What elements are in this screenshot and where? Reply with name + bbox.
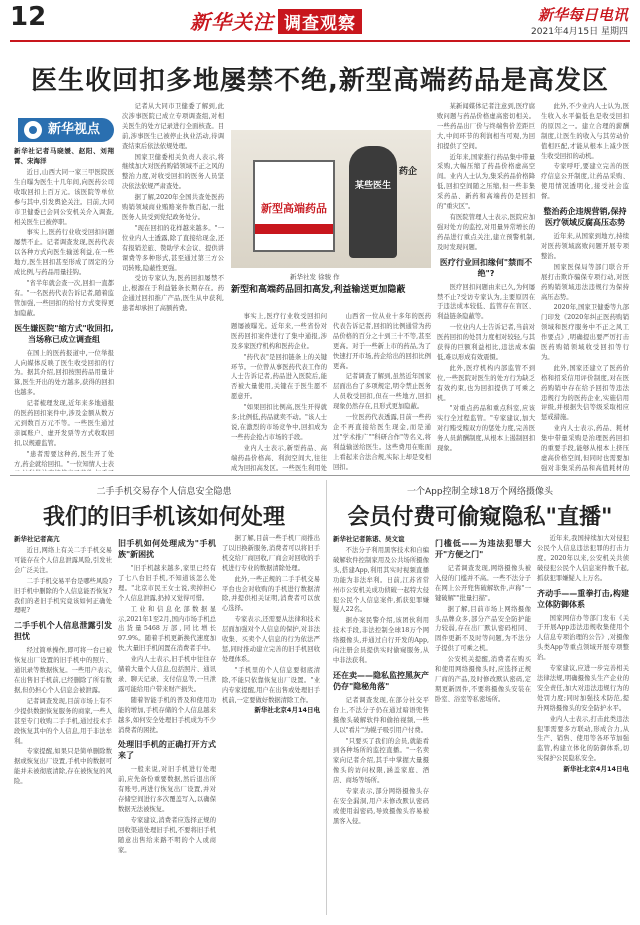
- paragraph: 近年来,国家推行药品集中带量采购,大幅压缩了药品价格虚高空间。业内人士认为,集采药品价格降低,回扣空间随之压缩,但一些非集采药品、新药和高端药仍是回扣的"重灾区"。: [437, 153, 535, 211]
- paragraph: 记者梳理发现,近年来多地通报的医药回扣案件中,涉及金额从数万元到数百万元不等。一些医生通过亲属账户、虚开发票等方式收取回扣,以规避监管。: [14, 400, 114, 447]
- figure-tag: 某些医生: [355, 181, 392, 191]
- brand-name: 新华关注: [190, 10, 274, 34]
- right-story-column-1: [333, 534, 429, 914]
- header-rule: [10, 40, 630, 42]
- paragraph: 一位业内人士告诉记者,当前对医药回扣的处罚力度相对较轻,与其获得的巨额利益相比,违法成本偏低,难以形成有效震慑。: [437, 324, 535, 361]
- paragraph: "患者需要这种药,医生开了处方,药企就给回扣。"一位知情人士表: [14, 450, 114, 468]
- paragraph: 事实上,医疗行业收受回扣问题屡被曝光。近年来,一些省份对医药回扣案件进行了集中通报,涉及多家医疗机构和医药企业。: [231, 313, 327, 350]
- paragraph: 记者调查了解到,虽然近年国家层面出台了多项规定,明令禁止医务人员收受回扣,但在一些地方,回扣现象仍然存在,且形式更加隐蔽。: [333, 373, 431, 411]
- paragraph: 工业和信息化部数据显示,2021年1至2月,国内市场手机总出货量5468万部,同比增长97.9%。随着手机更新换代速度加快,大量旧手机闲置在消费者手中。: [118, 605, 216, 653]
- paragraph: 据了解,目前市场上网络摄像头品牌众多,部分产品安全防护能力较弱,存在出厂默认密码相同、固件更新不及时等问题,为不法分子提供了可乘之机。: [435, 605, 531, 653]
- left-story-column-1: [14, 534, 112, 914]
- paragraph: 公安机关提醒,消费者在购买和使用网络摄像头时,应选择正规厂商的产品,及时修改默认密码,定期更新固件,不要将摄像头安装在卧室、浴室等私密场所。: [435, 656, 531, 703]
- illustration-caption: 新型和高端药品回扣高发,利益输送更加隐蔽: [231, 285, 406, 295]
- paragraph: 不法分子利用黑客技术和自编破解软件控制家用及公共场所摄像头,搭建App,利用其实时视频直播功能为非法牟利。日前,江苏省常州市公安机关成功侦破一起特大侵犯公民个人信息案件,抓获犯罪嫌疑人22名。: [333, 547, 429, 614]
- subheading: 医疗行业回扣缘何"禁而不绝"?: [439, 257, 533, 278]
- paragraph: "只要买了我们的会员,就能看到各种场所的监控直播。"一名卖家向记者介绍,其手中掌握大量摄像头的访问权限,涵盖家庭、酒店、商场等场所。: [333, 737, 429, 785]
- right-story-column-3: [537, 534, 629, 914]
- paragraph: 据了解,目前一些手机厂商推出了以旧换新服务,消费者可以将旧手机交给厂商回收,厂商会对回收的手机进行专业的数据清除处理。: [222, 535, 320, 572]
- xinhua-view-badge: [18, 118, 114, 142]
- subheading: 二手手机个人信息泄露引发担忧: [14, 621, 112, 642]
- lead-column-5: [541, 102, 629, 472]
- company-tag: 药企: [399, 167, 418, 177]
- subheading: 旧手机如何处理成为"手机族"新困扰: [118, 539, 216, 559]
- paragraph: 据办案民警介绍,该团伙利用技术手段,非法控制全球18万个网络摄像头,并通过自行开发的App,向注册会员提供实时偷窥服务,从中非法获利。: [333, 617, 429, 664]
- paragraph: 近日,山西大同一家三甲医院医生自曝为医生十几年间,向医药公司收取回扣上百万元。该医院等单位参与其中,引发舆论关注。目前,大同市卫健委已会同公安机关介入调查,相关医生已被停职。: [14, 169, 114, 226]
- lead-column-4: [437, 102, 535, 472]
- paragraph: 医疗回扣问题由来已久,为何屡禁不止?受访专家认为,主要原因在于违法成本较低、监管存在盲区、利益链条隐蔽等。: [437, 283, 535, 321]
- left-story-column-3: [222, 534, 320, 914]
- paragraph: 有医院管理人士表示,医院应加强对处方的监控,对用量异常增长的药品进行重点关注,建立预警机制,及时发现问题。: [437, 213, 535, 251]
- medicine-box-graphic: [253, 160, 335, 252]
- paragraph: "对重点药品和重点科室,应该实行全过程监管。"专家建议,加大对行贿受贿双方的惩处力度,完善医务人员薪酬制度,从根本上遏制回扣现象。: [437, 405, 535, 453]
- section-divider: [10, 475, 630, 476]
- paragraph: 近年来,我国持续加大对侵犯公民个人信息违法犯罪的打击力度。2020年以来,公安机关共侦破侵犯公民个人信息案件数千起,抓获犯罪嫌疑人上万名。: [537, 535, 629, 582]
- right-story-byline: 新华社记者陈诺、吴文谊: [333, 535, 405, 543]
- dateline-end: 新华社北京4月14日电: [563, 765, 629, 774]
- paragraph: 国家卫健委相关负责人表示,将继续加大对医药购销领域不正之风的整治力度,对收受回扣的医务人员坚决依法依规严肃查处。: [122, 153, 224, 191]
- left-story-headline: 我们的旧手机该如何处理: [42, 505, 285, 530]
- paragraph: 此外,国家还建立了医药价格和招采信用评价制度,对在医药购销中存在给予回扣等违法违规行为的医药企业,实施信用评级,并根据失信等级采取相应惩戒措施。: [541, 364, 629, 422]
- paragraph: 一般来说,对旧手机进行处理前,应先备份重要数据,然后退出所有账号,再进行恢复出厂设置,并对存储空间进行多次覆盖写入,以确保数据无法被恢复。: [118, 766, 216, 814]
- cartoon-illustration: [231, 130, 431, 268]
- subheading: 齐动手——重拳打击,构建立体防御体系: [537, 588, 629, 609]
- page-header: [0, 0, 640, 44]
- right-story-column-2: [435, 534, 531, 914]
- paragraph: "现在回扣的花样越来越多。"一位业内人士透露,除了直接给现金,还有报销差旅、赞助学术会议、提供讲课费等多种形式,甚至通过第三方公司转账,隐蔽性更强。: [122, 224, 224, 272]
- lead-column-3: [333, 312, 431, 472]
- paragraph: 二手手机交易平台是哪些风险?旧手机中删除的个人信息能否恢复?我们的老旧手机究竟该如何正确处理呢?: [14, 577, 112, 615]
- paragraph: 专家呼吁,要建立完善的医疗信息公开制度,让药品采购、使用情况透明化,接受社会监督。: [541, 163, 629, 201]
- paragraph: 事实上,医药行业收受回扣问题屡禁不止。记者调查发现,医药代表以各种方式向医生输送利益,在一些地方,医生回扣甚至形成了固定的分成比例,与药品用量挂钩。: [14, 229, 114, 277]
- paragraph: 一位医药代表透露,目前一些药企不再直接给医生现金,而是通过"学术推广""科研合作"等名义,将利益输送给医生。这些费用在账面上看起来合法合规,实际上却是变相回扣。: [333, 414, 431, 471]
- paragraph: 业内人士表示,打击此类违法犯罪需要多方联动,形成合力,从生产、销售、使用等各环节加强监管,构建立体化的防御体系,切实保护公民隐私安全。: [537, 715, 629, 763]
- paragraph: 业内人士表示,旧手机中往往存储着大量个人信息,包括照片、通讯录、聊天记录、支付信息等,一旦泄露可能给用户带来财产损失。: [118, 656, 216, 693]
- paragraph: "如果回扣比例高,医生开得就多;比例低,药品就卖不动。"该人士说,在激烈的市场竞争中,回扣成为一些药企抢占市场的手段。: [231, 404, 327, 441]
- paragraph: 受访专家认为,医药回扣屡禁不止,根源在于利益链条长期存在。药企通过回扣推广产品,医生从中获利,患者却承担了高额药费。: [122, 275, 224, 313]
- paragraph: "药代表"是回扣链条上的关键环节。一位曾从事医药代表工作的人士告诉记者,药品进入医院后,能否被大量使用,关键在于医生愿不愿意开。: [231, 353, 327, 401]
- paragraph: 国家网信办等部门发布《关于开展App违法违规收集使用个人信息专项治理的公告》,对摄像头类App等重点领域开展专项整治。: [537, 614, 629, 662]
- paragraph: "旧手机越来越多,家里已经有了七八台旧手机,不知道该怎么处理。"北京市民王女士说,卖掉担心个人信息泄露,扔掉又觉得可惜。: [118, 565, 216, 602]
- subheading: 门槛低——为违法犯罪大开"方便之门": [435, 539, 531, 559]
- badge-logo-icon: [24, 121, 42, 139]
- lead-column-1: [14, 146, 114, 471]
- paragraph: 业内人士表示,药品、耗材集中带量采购是治理医药回扣的重要手段,能够从根本上挤压虚高价格空间,但同时也需要加强对非集采药品和高值耗材的: [541, 425, 629, 472]
- subheading: 医生嫌医院"缩方式"收回扣,当场称已成立调查组: [14, 323, 114, 344]
- subheading: 处理旧手机的正确打开方式来了: [118, 740, 216, 761]
- lead-column-2: [122, 102, 224, 472]
- paragraph: 记者调查发现,目前市场上有不少提供数据恢复服务的商家,一些人甚至专门收购二手手机,通过技术手段恢复其中的个人信息,用于非法牟利。: [14, 697, 112, 745]
- left-story-kicker: 二手手机交易存个人信息安全隐患: [96, 487, 232, 497]
- subheading: 整治药企违规营销,保持医疗领域反腐高压态势: [543, 207, 627, 228]
- paragraph: 某新闻媒体记者注意到,医疗腐败问题与药品价格虚高密切相关。一些药品出厂价与终端售价差距巨大,中间环节的利润相当可观,为回扣提供了空间。: [437, 103, 535, 150]
- doctor-figure: [349, 146, 397, 258]
- medicine-box-stripe: [255, 224, 333, 234]
- section-name: 调查观察: [278, 9, 362, 34]
- paragraph: 此外,不少业内人士认为,医生收入水平偏低也是收受回扣的原因之一。建立合理的薪酬制度,让医生的收入与其劳动价值相匹配,才能从根本上减少医生收受回扣的动机。: [541, 103, 629, 160]
- paragraph: 据了解,2020年全国共查处医药购销领域商业贿赂案件数百起,一批医务人员受到党纪政务处分。: [122, 194, 224, 221]
- badge-label: 新华视点: [48, 122, 101, 137]
- paragraph: 近年来,从国家到地方,持续对医药领域腐败问题开展专项整治。: [541, 233, 629, 260]
- paragraph: 记者调查发现,网络摄像头被入侵的门槛并不高。一些不法分子在网上公开兜售破解软件,声称"一键破解""批量扫描"。: [435, 565, 531, 602]
- paragraph: 经过简单操作,即可将一台已被恢复出厂设置的旧手机中的照片、通讯录等数据恢复。一些用户表示,在出售旧手机前,已经删除了所有数据,但仍担心个人信息会被泄露。: [14, 647, 112, 694]
- column-rule: [326, 480, 327, 915]
- paragraph: 山西省一位从业十多年的医药代表告诉记者,回扣的比例通常为药品价格的百分之十到三十不等,甚至更高。对于一些新上市的药品,为了快速打开市场,药企给出的回扣比例更高。: [333, 313, 431, 370]
- masthead: 新华每日电讯: [537, 6, 628, 24]
- paragraph: 国家医保局等部门联合开展打击欺诈骗保专项行动,对医药购销领域违法违规行为保持高压态势。: [541, 263, 629, 301]
- paragraph: 记者调查发现,在部分社交平台上,不法分子仍在通过暗语兜售摄像头破解软件和偷拍视频,一些人以"看片"为幌子吸引用户付费。: [333, 696, 429, 734]
- right-story-headline: 会员付费可偷窥隐私"直播": [347, 505, 613, 530]
- paragraph: 业内人士表示,新型药品、高端药品价格高、利润空间大,往往成为回扣高发区。一些医生利用处: [231, 444, 327, 472]
- left-story-column-2: [118, 534, 216, 914]
- lead-headline: 医生收回扣多地屡禁不绝,新型高端药品是高发区: [31, 66, 609, 96]
- left-story-byline: 新华社记者高亢: [14, 535, 60, 543]
- subheading: 还在卖——隐私监控黑灰产仍存"隐秘角落": [333, 670, 429, 691]
- right-story-kicker: 一个App控制全球18万个网络摄像头: [406, 487, 554, 497]
- paragraph: 专家提醒,如果只是简单删除数据或恢复出厂设置,手机中的数据可能并未被彻底清除,存在被恢复的风险。: [14, 748, 112, 786]
- dateline: 2021年4月15日 星期四: [531, 27, 628, 37]
- paragraph: "省半年就会查一次,回扣一直都有。"一名医药代表告诉记者,随着监管加强,一些回扣的给付方式变得更加隐蔽。: [14, 279, 114, 317]
- medicine-box-label: 新型高端药品: [261, 202, 327, 215]
- page-number: 12: [10, 2, 47, 32]
- paragraph: 此外,医疗机构内部监管不到位,一些医院对医生的处方行为缺乏有效约束,也为回扣提供了可乘之机。: [437, 364, 535, 402]
- lead-column-2b: [231, 312, 327, 472]
- lead-byline: 新华社记者马晓媛、赵阳、刘翔霄、宋海洋: [14, 147, 114, 165]
- paragraph: 2020年,国家卫健委等九部门印发《2020年纠正医药购销领域和医疗服务中不正之风工作要点》,明确提出要严厉打击医药购销领域收受回扣等行为。: [541, 304, 629, 361]
- paragraph: 随着智能手机的普及和使用功能的增加,手机存储的个人信息越来越多,如何安全处理旧手机成为不少消费者的困扰。: [118, 696, 216, 734]
- illustration-credit: 新华社发 徐骏 作: [290, 273, 340, 281]
- paragraph: 专家建议,应进一步完善相关法律法规,明确摄像头生产企业的安全责任,加大对违法违规行为的处罚力度;同时加强技术防范,提升网络摄像头的安全防护水平。: [537, 665, 629, 712]
- paragraph: 近日,网络上有关二手手机交易可能存在个人信息泄露风险,引发社会广泛关注。: [14, 547, 112, 574]
- paragraph: 专家表示,还需要从法律和技术层面加强对个人信息的保护,对非法收集、买卖个人信息的行为依法严惩,同时推动建立完善的旧手机回收处理体系。: [222, 616, 320, 663]
- paragraph: 此外,一些正规的二手手机交易平台也会对收购的手机进行数据清除,并提供相关证明,消费者可以放心选择。: [222, 575, 320, 613]
- section-brand: [190, 6, 362, 35]
- paragraph: 在国上的医药报道中,一位举报人向媒体反映了医生收受回扣的行为。据其介绍,回扣按照药品用量计算,医生开出的处方越多,获得的回扣也越多。: [14, 349, 114, 397]
- paragraph: "手机里的个人信息要彻底清除,不能只依靠恢复出厂设置。"业内专家提醒,用户在出售或处理旧手机前,一定要做好数据清除工作。: [222, 666, 320, 704]
- dateline-end: 新华社北京4月14日电: [254, 706, 320, 715]
- paragraph: 专家建议,消费者应选择正规的回收渠道处理旧手机,不要将旧手机随意出售给来路不明的个人或商家。: [118, 816, 216, 854]
- paragraph: 专家表示,部分网络摄像头存在安全漏洞,用户未修改默认密码或使用弱密码,导致摄像头容易被黑客入侵。: [333, 788, 429, 825]
- paragraph: 记者从大同市卫健委了解到,此次涉事医院已成立专项调查组,对相关医生的处方记录进行全面核查。目前,涉事医生已被停止执业活动,待调查结束后依法依规处理。: [122, 103, 224, 150]
